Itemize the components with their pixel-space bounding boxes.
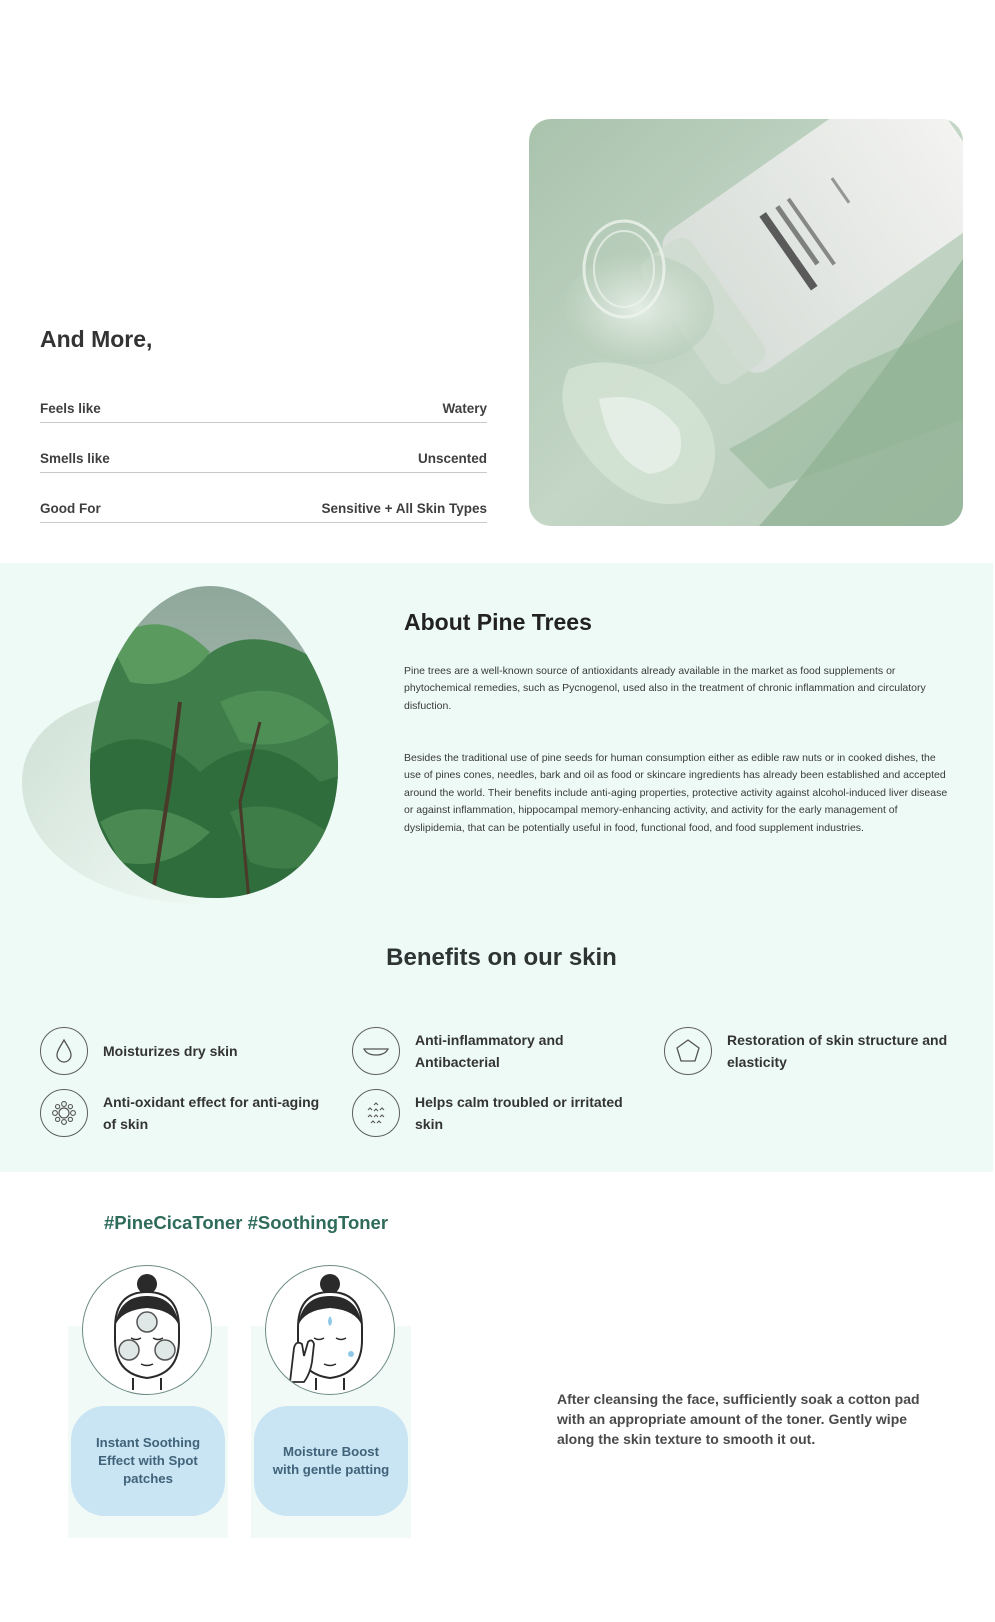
- attribute-row-smells: [40, 443, 487, 473]
- benefit-text: Moisturizes dry skin: [103, 1043, 238, 1059]
- step-label-1: Instant Soothing Effect with Spot patches: [71, 1406, 225, 1516]
- benefit-calm: [352, 1089, 652, 1137]
- face-spot-patch-illustration: [82, 1265, 212, 1395]
- benefit-anti-inflammatory: [352, 1027, 652, 1075]
- and-more-title: And More,: [40, 326, 153, 352]
- product-photo: [529, 119, 963, 526]
- attribute-label: Smells like: [40, 451, 110, 466]
- calm-lines-icon: [352, 1089, 400, 1137]
- benefit-anti-oxidant: [40, 1089, 340, 1137]
- attribute-value: Unscented: [417, 451, 487, 466]
- hashtags: #PineCicaToner #SoothingToner: [104, 1212, 389, 1233]
- attribute-value: Sensitive + All Skin Types: [321, 501, 487, 516]
- step-label-2: Moisture Boost with gentle patting: [254, 1406, 408, 1516]
- pine-tree-image: [20, 582, 350, 912]
- attribute-row-good-for: [40, 493, 487, 523]
- toner-bottle-image: [529, 119, 963, 526]
- benefits-title: Benefits on our skin: [386, 944, 617, 971]
- benefit-text: Helps calm troubled or irritated skin: [415, 1094, 623, 1132]
- benefit-text: Restoration of skin structure and elasticity: [727, 1032, 948, 1070]
- usage-instructions: After cleansing the face, sufficiently soak a cotton pad with an appropriate amount of the toner. Gently wipe along the skin texture to smooth it out.: [557, 1391, 920, 1447]
- face-patting-illustration: [265, 1265, 395, 1395]
- pentagon-icon: [664, 1027, 712, 1075]
- about-pine-title: About Pine Trees: [404, 609, 592, 635]
- cell-ring-icon: [40, 1089, 88, 1137]
- benefit-text: Anti-oxidant effect for anti-aging of skin: [103, 1094, 320, 1132]
- pine-paragraph-1: Pine trees are a well-known source of antioxidants already available in the market as food supplements or phytochemical remedies, such as Pycnogenol, used also in the treatment of chronic inflammation and circulatory disfuction.: [404, 665, 926, 712]
- pine-paragraph-2: Besides the traditional use of pine seeds for human consumption either as edible raw nuts or in cooked dishes, the use of pines cones, needles, bark and oil as food or skincare ingredients has already been established and accepted around the world. Their benefits include anti-aging properties, protective activity against alcohol-induced liver disease or against inflammation, hippocampal memory-enhancing activity, and activity for the early management of dyslipidemia, that can be potentially useful in food, functional food, and food supplement industries.: [404, 752, 948, 834]
- attribute-value: Watery: [442, 401, 487, 416]
- attribute-label: Good For: [40, 501, 101, 516]
- bowl-icon: [352, 1027, 400, 1075]
- attribute-row-feels: [40, 393, 487, 423]
- benefit-moisturizes: [40, 1027, 340, 1075]
- water-drop-icon: [40, 1027, 88, 1075]
- benefit-text: Anti-inflammatory and Antibacterial: [415, 1032, 564, 1070]
- attribute-label: Feels like: [40, 401, 101, 416]
- benefit-restoration: [664, 1027, 964, 1075]
